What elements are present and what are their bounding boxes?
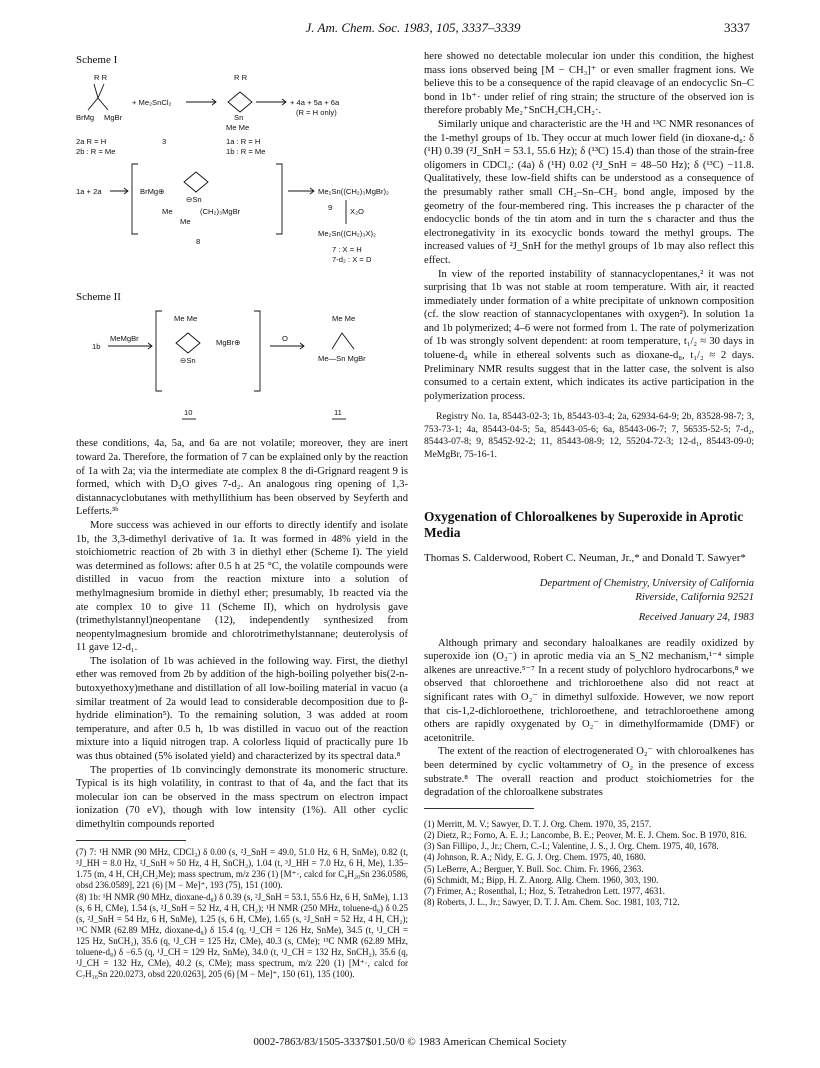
- registry-numbers: Registry No. 1a, 85443-02-3; 1b, 85443-03-4; 2a, 62934-64-9; 2b, 83528-98-7; 3, 753-73-1; 4a, 85443-04-5; 5a, 85443-05-6; 6a, 85443-06-7; 7, 56535-52-5; 7-d₂, 85443-07-8; 9, 85452-92-2; 11, 85443-08-9; 12, 55204-72-3; 12-d₁, 85443-09-0; MeMgBr, 75-16-1.: [424, 411, 754, 460]
- right-paragraph-3: In view of the reported instability of stannacyclopentanes,² it was not surprising that 1b was not stable at room temperature. With air, it reacted immediately under formation of a white precipitate of unknown composition (cf. the slow reaction of stannacyclopentanes with oxygen²). In solution 1a and 1b polymerized; 4–6 were not formed from 1. The rate of polymerization of 1b was strongly solvent dependent: at room temperature, t₁/₂ ≈ 30 days in toluene-d₈ while in ethereal solvents such as dioxane-d₈, t₁/₂ ≈ 2 days. Preliminary NMR results suggest that in the latter case, the solvent is also consumed to a certain extent, which indicates its active participation in the polymerization process.: [424, 268, 754, 402]
- s2-bracket-right: [254, 311, 260, 391]
- journal-citation: J. Am. Chem. Soc. 1983, 105, 3337–3339: [305, 20, 521, 35]
- s1-rr-label: R R: [94, 72, 108, 82]
- s1-8-label: 8: [196, 236, 201, 246]
- reference-7: (7) Frimer, A.; Rosenthal, I.; Hoz, S. Tetrahedron Lett. 1977, 4631.: [424, 886, 666, 896]
- article-paragraph-2: The extent of the reaction of electrogenerated O₂⁻ with chloroalkenes has been determined by cyclic voltammetry of O₂ in the presence of excess substrate.⁸ The overall reaction and product stoichiometries for the degradation of the chloroalkene substrates: [424, 746, 754, 799]
- affiliation-line-2: Riverside, California 92521: [635, 592, 754, 604]
- s1-bracket-right: [276, 164, 282, 234]
- s1-chain-label: (CH₂)₃MgBr: [200, 206, 241, 216]
- right-column: [424, 50, 754, 908]
- affiliation-line-1: Department of Chemistry, University of California: [539, 578, 754, 590]
- s1-reagent-label: + Me₂SnCl₂: [132, 97, 172, 107]
- article-affiliation: [424, 577, 754, 605]
- s2-bracket-left: [156, 311, 162, 391]
- s1-products-label: + 4a + 5a + 6a: [290, 97, 340, 107]
- s1-reactant-r1: [94, 84, 98, 98]
- reference-2: (2) Dietz, R.; Forno, A. E. J.; Lancombe, B. E.; Peover, M. E. J. Chem. Soc. B 1970, 816.: [424, 829, 747, 840]
- s1-7a-label: 7 : X = H: [332, 244, 362, 254]
- s1-1a-label: 1a : R = H: [226, 136, 261, 146]
- s2-ate-sn-label: ⊖Sn: [180, 355, 196, 365]
- left-paragraph-1: these conditions, 4a, 5a, and 6a are not volatile; moreover, they are inert toward 2a. Therefore, the formation of 7 can be explained only by the reaction of 1a with 2a; via the intermediate ate complex 8 the di-Grignard reagent 9 is formed, which with D₂O gives 7-d₂. An analogous ring opening of 1,3-distannacyclobutanes with methyllithium has been observed by Seyferth and Lefferts.³ᵇ: [76, 438, 408, 518]
- article-paragraph-1: Although primary and secondary haloalkanes are readily oxidized by superoxide ion (O₂⁻) in aprotic media via an S_N2 mechanism,¹⁻⁴ simple alkenes are unreactive.⁵⁻⁷ In a recent study of polychloro hydrocarbons,⁸ we observed that chloroethene and trichloroethene also did not react at significant rates with O₂⁻ in dimethyl sulfoxide. However, we now report that cis-1,2-dichloroethene, trichloroethene, and tetrachloroethene among others are rapidly oxygenated by O₂⁻ in dimethylformamide (DMF) or acetonitrile.: [424, 637, 754, 744]
- s2-mgbrplus-label: MgBr⊕: [216, 337, 241, 347]
- s1-9-label: 9: [328, 202, 333, 212]
- s2-arrow-label: O: [282, 333, 288, 343]
- s1-brmg-label: BrMg: [76, 112, 95, 122]
- s1-rh-only-label: (R = H only): [296, 107, 337, 117]
- footnote-rule: [76, 840, 186, 841]
- footnotes: [76, 847, 408, 980]
- scheme-2-figure: [76, 305, 408, 433]
- s1-ring-rr-label: R R: [234, 72, 248, 82]
- s1-prod7-label: Me₂Sn((CH₂)₃X)₂: [318, 228, 376, 238]
- s1-bracket-left: [132, 164, 138, 234]
- s1-ring-sn-label: Sn: [234, 112, 244, 122]
- left-column: [76, 50, 408, 981]
- right-paragraph-1: here showed no detectable molecular ion under this condition, the highest mass ions observed being [M − CH₃]⁺ or even smaller fragment ions. We believe this to be a consequence of the rapid cleavage of an endocyclic Sn–C bond in 1b⁺· under relief of ring strain; the structure of the observed ion is therefore probably Me₂⁺SnCH₂CH₂CH₂·.: [424, 51, 754, 117]
- s1-1a2a-label: 1a + 2a: [76, 186, 102, 196]
- left-paragraph-4: The properties of 1b convincingly demonstrate its monomeric structure. Typical is its high volatility, in contrast to that of 4a, and the fact that its molecular ion can be observed in the mass spectrum on electron impact ionization (70 eV), though with low intensity (1%). All other cyclic dimethyltin compounds reported: [76, 764, 408, 830]
- s1-3-label: 3: [162, 136, 167, 146]
- scheme-1-figure: [76, 68, 408, 283]
- footnote-7: (7) 7: ¹H NMR (90 MHz, CDCl₃) δ 0.00 (s, ²J_SnH = 49.0, 51.0 Hz, 6 H, SnMe), 0.82 (t, ³J_HH = 8.0 Hz, ²J_SnH ≈ 50 Hz, 4 H, SnCH₂), 1.04 (t, ³J_HH = 7.0 Hz, 6 H, Me), 1.35–1.75 (m, 4 H, CH₂CH₂Me); mass spectrum, m/z 236 (1) [M⁺·, calcd for C₈H₂₀Sn 236.0586, obsd 236.0589], 221 (6) [M − Me]⁺, 193 (75), 151 (100).: [76, 846, 408, 890]
- s2-snmgbr-label: Me—Sn MgBr: [318, 353, 366, 363]
- reference-5: (5) LeBerre, A.; Berguer, Y. Bull. Soc. Chim. Fr. 1966, 2363.: [424, 863, 644, 874]
- references: [424, 819, 754, 909]
- page-number: 3337: [724, 20, 750, 35]
- s1-reactant-bonds: [88, 98, 108, 110]
- s2-reagent-label: MeMgBr: [110, 333, 139, 343]
- s1-ate-me1-label: Me: [162, 206, 173, 216]
- references-rule: [424, 808, 534, 809]
- s1-x2o-label: X₂O: [350, 206, 364, 216]
- left-paragraph-3: The isolation of 1b was achieved in the following way. First, the diethyl ether was removed from 2b by addition of the high-boiling polyether bis(2-n-butoxyethoxy)methane and distillation of all low-boiling material in vacuo (a similar treatment of 2a would lead to considerable decomposition due to β-hydride elimination⁵). To the remaining solution, 3 was added at room temperature, and after 0.5 h, 1b was distilled in vacuo out of the reaction mixture into a liquid nitrogen trap. A colorless liquid of practically pure 1b was thus obtained (5% isolated yield) and characterized by its spectral data.⁸: [76, 655, 408, 763]
- s1-2b-label: 2b : R = Me: [76, 146, 116, 156]
- s1-7b-label: 7-d₂ : X = D: [332, 254, 372, 264]
- page-footer: 0002-7863/83/1505-3337$01.50/0 © 1983 American Chemical Society: [253, 1036, 567, 1048]
- right-paragraph-2: Similarly unique and characteristic are the ¹H and ¹³C NMR resonances of the 1-methyl groups of 1b. They occur at much lower field (in dioxane-d₈: δ (¹H) 0.39 (²J_SnH = 53.1, 55.6 Hz); δ (¹³C) 15.4) than those of the strain-free oligomers in CDCl₃: (4a) δ (¹H) 0.02 (²J_SnH = 48–50 Hz); δ (¹³C) −11.8. Qualitatively, these low-field shifts can be understood as a consequence of the presumably rather small CH₂–Sn–CH₂ bond angle, imposed by the geometry of the four-membered ring. This increases the p character of the endocyclic bonds of the tin atom and in turn the s character and thus the electronegativity in its exocyclic bonds toward the methyl groups. The increased values of ²J_SnH for the methyl groups of 1b may also reflect this effect.: [424, 118, 754, 266]
- reference-8: (8) Roberts, J. L., Jr.; Sawyer, D. T. J. Am. Chem. Soc. 1981, 103, 712.: [424, 897, 680, 908]
- s2-10-label: 10: [184, 407, 193, 417]
- reference-1: (1) Merritt, M. V.; Sawyer, D. T. J. Org. Chem. 1970, 35, 2157.: [424, 818, 652, 829]
- footnote-8: (8) 1b: ¹H NMR (90 MHz, dioxane-d₈) δ 0.39 (s, ²J_SnH = 53.1, 55.6 Hz, 6 H, SnMe), 1.13 (s, 6 H, CMe), 1.54 (s, ²J_SnH = 52 Hz, 4 H, CH₂); ¹H NMR (250 MHz, toluene-d₈) δ 0.25 (s, ²J_SnH = 54 Hz, 6 H, SnMe), 1.25 (s, 6 H, CMe), 1.65 (s, ²J_SnH = 52 Hz, 4 H, CH₂); ¹³C NMR (62.89 MHz, dioxane-d₈) δ 15.4 (q, ¹J_CH = 126 Hz, SnMe), 34.5 (t, ¹J_CH = 125 Hz, SnCH₂), 35.6 (q, ¹J_CH = 125 Hz, CMe), 40.3 (s, CMe); ¹³C NMR (62.89 MHz, toluene-d₈) δ −6.5 (q, ¹J_CH = 129 Hz, SnMe), 34.0 (t, ¹J_CH = 132 Hz, SnCH₂), 35.6 (q, ¹J_CH = 132 Hz, CMe), 40.2 (s, CMe); mass spectrum, m/z 220 (1) [M⁺·, calcd for C₇H₁₆Sn 220.0273, obsd 220.0263], 205 (6) [M − Me]⁺, 150 (61), 135 (100).: [76, 891, 408, 979]
- received-date: Received January 24, 1983: [638, 612, 754, 624]
- reference-3: (3) San Fillipo, J., Jr.; Chern, C.-I.; Valentine, J. S., J. Org. Chem. 1975, 40, 1678.: [424, 841, 719, 852]
- s1-brmgplus-label: BrMg⊕: [140, 186, 165, 196]
- article-title: Oxygenation of Chloroalkenes by Superoxide in Aprotic Media: [424, 509, 744, 541]
- scheme-2-title: Scheme II: [76, 291, 121, 304]
- s1-ring: [228, 92, 252, 112]
- s1-1b-label: 1b : R = Me: [226, 146, 266, 156]
- s2-11-label: 11: [334, 407, 342, 417]
- s2-p-meme-label: Me Me: [332, 313, 356, 323]
- article-authors: Thomas S. Calderwood, Robert C. Neuman, Jr.,* and Donald T. Sawyer*: [424, 552, 746, 565]
- left-paragraph-2: More success was achieved in our efforts to directly identify and isolate 1b, the 3,3-dimethyl derivative of 1a. It was formed in 48% yield in the stoichiometric reaction of 2b with 3 in diethyl ether (Scheme I). The yield was determined as follows: after 0.5 h at 25 °C, the volatile compounds were distilled in vacuo from the reaction mixture into a solution of methylmagnesium bromide in diethyl ether; presumably, 1b reacted via the ate complex 10 to give 11 (Scheme II), which on hydrolysis gave (trimethylstannyl)neopentane (12), independently synthesized from neopentylmagnesium bromide and chlorotrimethylstannane; deuterolysis of 11 gave 12-d₁.: [76, 519, 408, 654]
- s1-reactant-r2: [98, 84, 104, 98]
- reference-6: (6) Schmidt, M.; Bipp, H. Z. Anorg. Allg. Chem. 1960, 303, 190.: [424, 874, 659, 885]
- s1-2a-label: 2a R = H: [76, 136, 107, 146]
- s1-ate-me2-label: Me: [180, 216, 191, 226]
- scheme-1-title: Scheme I: [76, 54, 118, 66]
- s1-prod9-label: Me₂Sn((CH₂)₃MgBr)₂: [318, 186, 389, 196]
- s2-ate-ring: [176, 333, 200, 353]
- reference-4: (4) Johnson, R. A.; Nidy, E. G. J. Org. Chem. 1975, 40, 1680.: [424, 852, 646, 863]
- s1-ate-sn-label: ⊖Sn: [186, 194, 202, 204]
- s2-product-bonds: [332, 333, 354, 349]
- s1-mgbr-label: MgBr: [104, 112, 123, 122]
- s2-meme-label: Me Me: [174, 313, 198, 323]
- s1-ring-meme-label: Me Me: [226, 122, 250, 132]
- s2-1b-label: 1b: [92, 341, 101, 351]
- s1-ate-ring: [184, 172, 208, 192]
- page-header: [76, 20, 750, 38]
